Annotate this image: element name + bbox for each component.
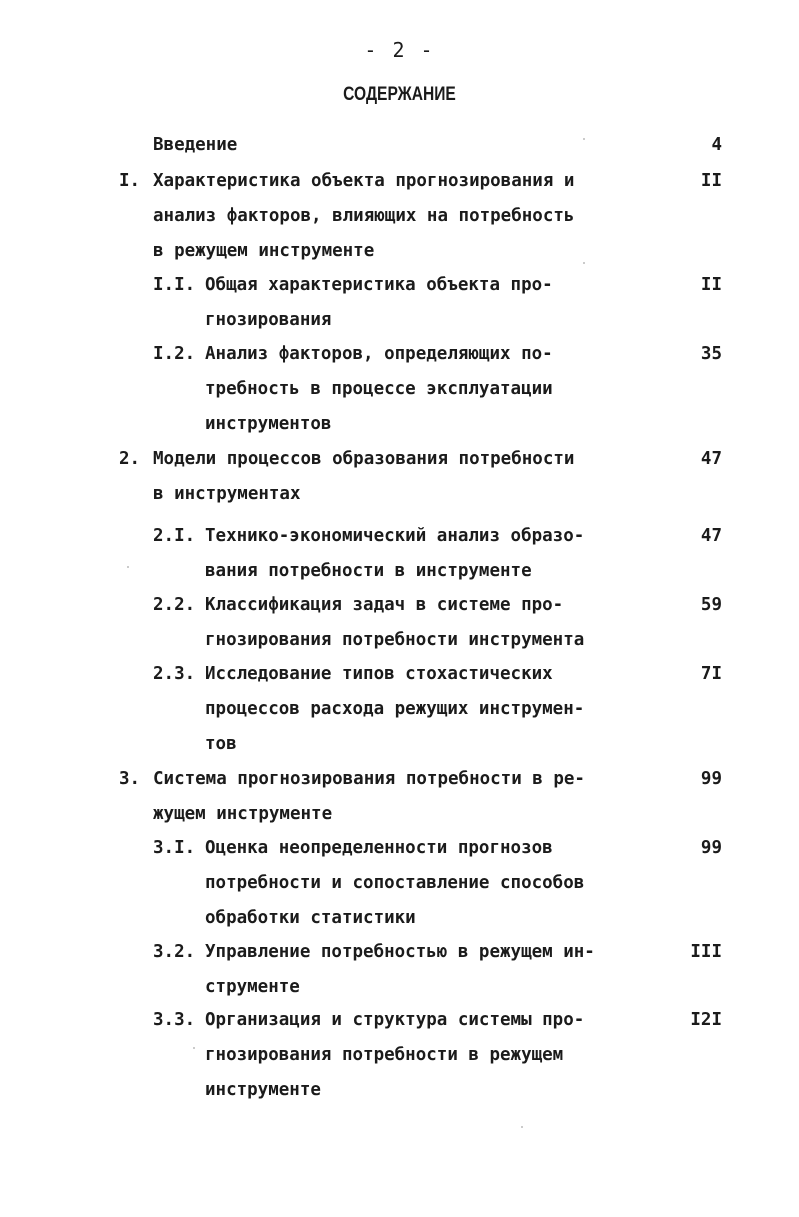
toc-entry-text: Технико-экономический анализ образо-	[205, 526, 585, 546]
toc-entry-text: инструменте	[205, 1080, 321, 1100]
toc-entry-text: Общая характеристика объекта про-	[205, 275, 553, 295]
toc-entry-number: 2.I.	[153, 526, 196, 546]
toc-entry-number: 2.	[119, 449, 141, 469]
toc-entry-text: жущем инструменте	[153, 804, 333, 824]
toc-page-number: 47	[700, 449, 722, 469]
page-number: - 2 -	[364, 38, 435, 62]
toc-entry-text: Исследование типов стохастических	[205, 664, 553, 684]
toc-entry-text: Модели процессов образования потребности	[153, 449, 575, 469]
toc-entry-text: Организация и структура системы про-	[205, 1010, 585, 1030]
toc-page-number: 47	[700, 526, 722, 546]
scan-speck	[193, 1047, 195, 1049]
toc-entry-text: Управление потребностью в режущем ин-	[205, 942, 595, 962]
toc-entry-number: I.I.	[153, 275, 196, 295]
scan-speck	[583, 138, 585, 140]
toc-entry-text: обработки статистики	[205, 908, 416, 928]
toc-entry-number: 3.3.	[153, 1010, 196, 1030]
toc-entry-number: 2.2.	[153, 595, 196, 615]
toc-entry-text: в режущем инструменте	[153, 241, 375, 261]
toc-entry-text: Классификация задач в системе про-	[205, 595, 564, 615]
toc-entry-number: 2.3.	[153, 664, 196, 684]
toc-entry-number: I.	[119, 171, 141, 191]
toc-entry-text: струменте	[205, 977, 300, 997]
toc-entry-text: Оценка неопределенности прогнозов	[205, 838, 553, 858]
scan-speck	[521, 1126, 523, 1128]
scan-speck	[127, 566, 129, 568]
toc-entry-text: Система прогнозирования потребности в ре-	[153, 769, 585, 789]
toc-entry-number: 3.	[119, 769, 141, 789]
toc-entry-text: Анализ факторов, определяющих по-	[205, 344, 553, 364]
toc-page-number: 99	[700, 838, 722, 858]
toc-page-number: I2I	[690, 1010, 722, 1030]
toc-page-number: 4	[711, 135, 722, 155]
page-title: СОДЕРЖАНИЕ	[343, 84, 456, 105]
toc-entry-text: гнозирования потребности в режущем	[205, 1045, 564, 1065]
toc-entry-text: тов	[205, 734, 237, 754]
toc-entry-number: 3.I.	[153, 838, 196, 858]
toc-page-number: III	[690, 942, 722, 962]
toc-page-number: 59	[700, 595, 722, 615]
toc-entry-text: процессов расхода режущих инструмен-	[205, 699, 585, 719]
toc-page-number: II	[700, 275, 722, 295]
toc-entry-text: Характеристика объекта прогнозирования и	[153, 171, 575, 191]
toc-entry-text: анализ факторов, влияющих на потребность	[153, 206, 575, 226]
toc-entry-text: гнозирования потребности инструмента	[205, 630, 585, 650]
toc-entry-text: гнозирования	[205, 310, 332, 330]
toc-page-number: 7I	[700, 664, 722, 684]
toc-entry-text: в инструментах	[153, 484, 301, 504]
toc-entry-text: Введение	[153, 135, 238, 155]
toc-entry-number: I.2.	[153, 344, 196, 364]
scan-speck	[583, 262, 585, 264]
toc-entry-text: вания потребности в инструменте	[205, 561, 532, 581]
toc-entry-text: потребности и сопоставление способов	[205, 873, 585, 893]
toc-entry-text: требность в процессе эксплуатации	[205, 379, 553, 399]
toc-page-number: 35	[700, 344, 722, 364]
toc-entry-number: 3.2.	[153, 942, 196, 962]
toc-page-number: 99	[700, 769, 722, 789]
toc-page-number: II	[700, 171, 722, 191]
toc-entry-text: инструментов	[205, 414, 332, 434]
